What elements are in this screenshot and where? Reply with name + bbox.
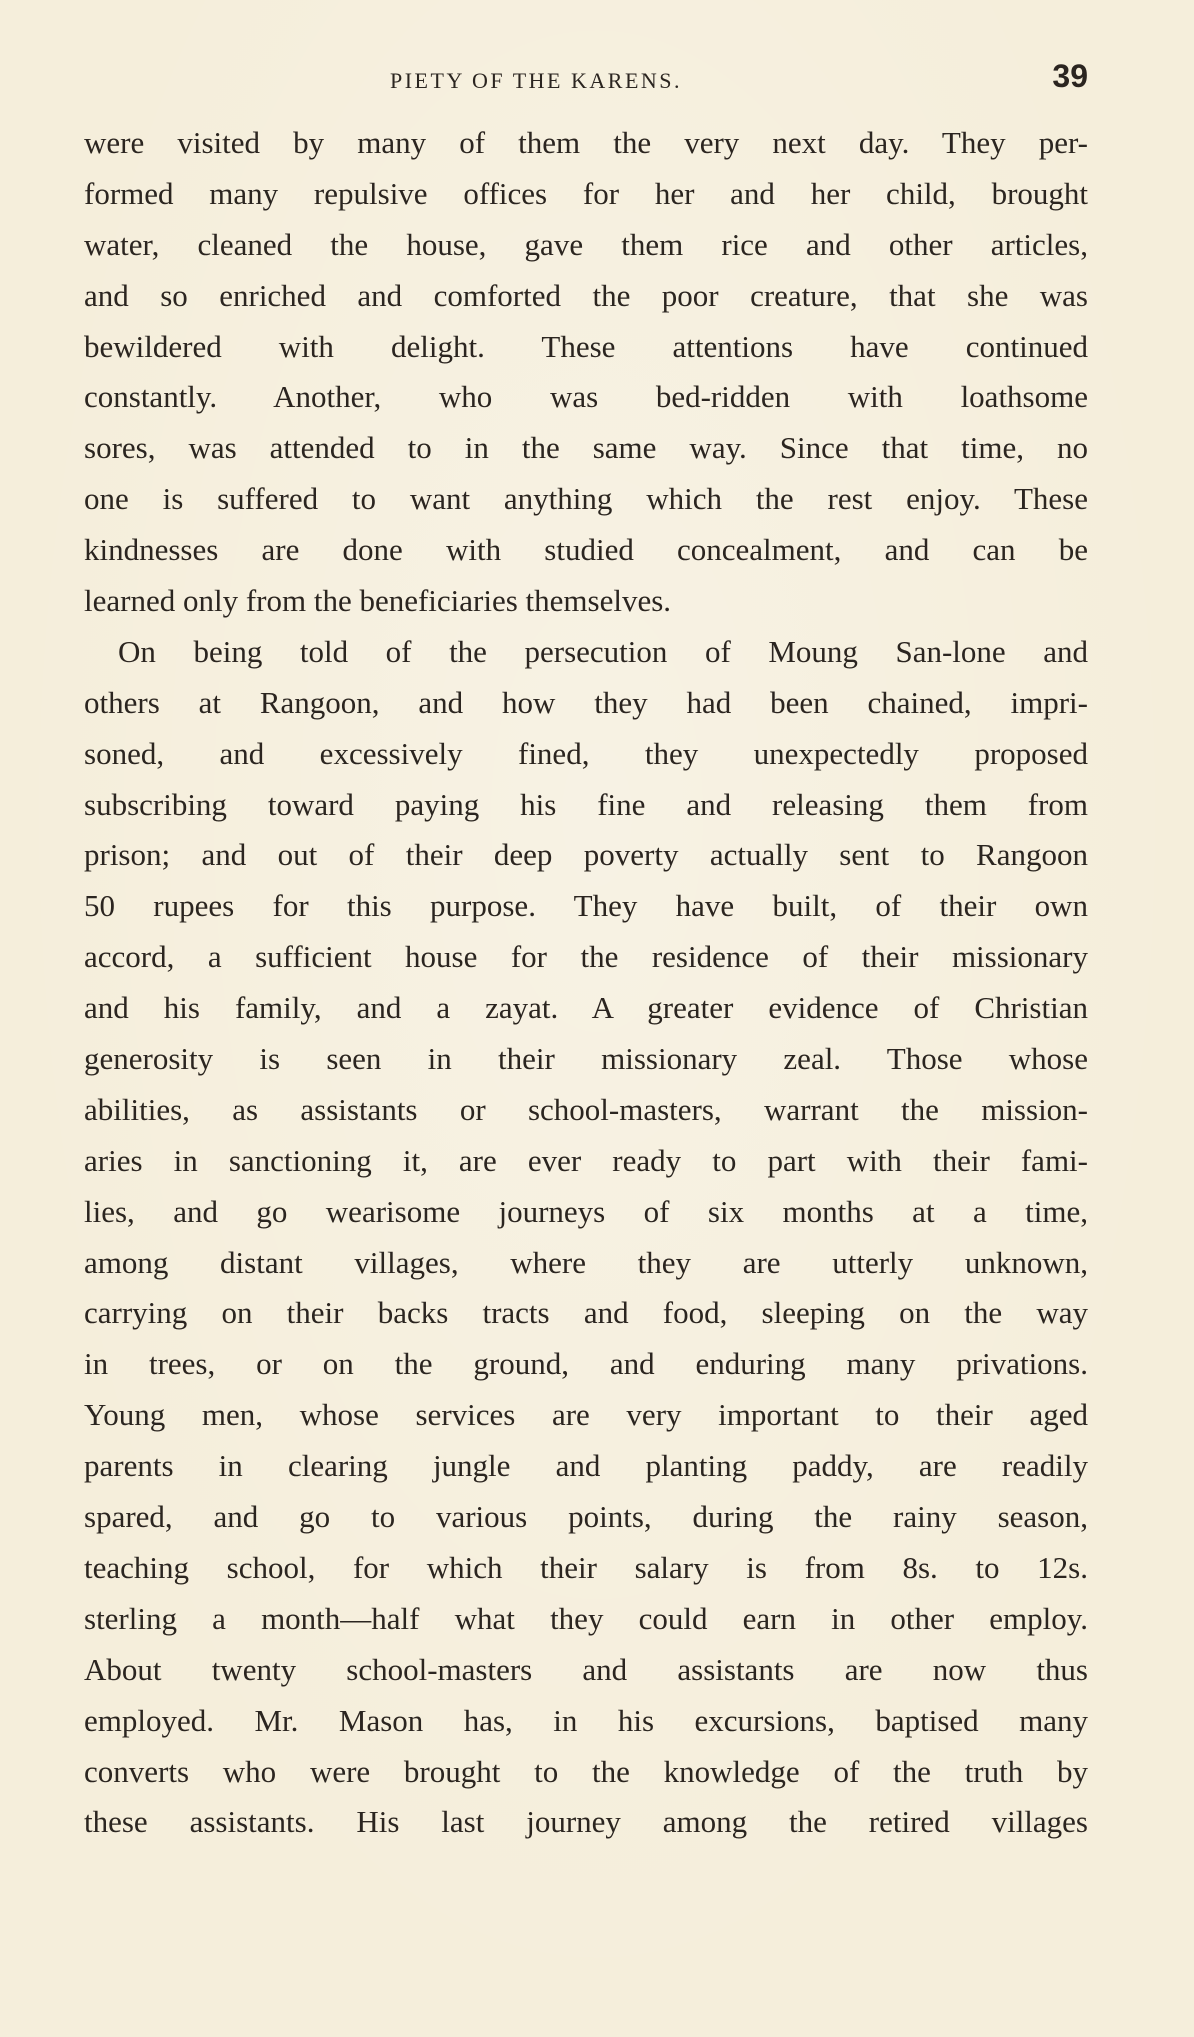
text-line: among distant villages, where they are utterly unknown, [84,1244,1088,1280]
text-line: employed. Mr. Mason has, in his excursions, baptised many [84,1702,1088,1738]
paragraph-first-line: On being told of the persecution of Moung San-lone and [118,633,1088,669]
text-line: aries in sanctioning it, are ever ready to part with their fami- [84,1142,1088,1178]
text-line: teaching school, for which their salary is from 8s. to 12s. [84,1549,1088,1585]
text-line: constantly. Another, who was bed-ridden with loathsome [84,379,1088,415]
text-line: and so enriched and comforted the poor creature, that she was [84,277,1088,313]
text-line: others at Rangoon, and how they had been chained, impri- [84,684,1088,720]
text-line: one is suffered to want anything which the rest enjoy. These [84,481,1088,517]
text-line: lies, and go wearisome journeys of six months at a time, [84,1193,1088,1229]
running-head [84,58,1088,102]
text-line: prison; and out of their deep poverty actually sent to Rangoon [84,837,1088,873]
page-number: 39 [1052,58,1088,94]
body-text [84,118,1088,1848]
text-line: parents in clearing jungle and planting paddy, are readily [84,1448,1088,1484]
text-line: kindnesses are done with studied concealment, and can be [84,532,1088,568]
text-line: spared, and go to various points, during the rainy season, [84,1499,1088,1535]
text-line: sterling a month—half what they could earn in other employ. [84,1600,1088,1636]
text-line: carrying on their backs tracts and food, sleeping on the way [84,1295,1088,1331]
text-line: abilities, as assistants or school-masters, warrant the mission- [84,1091,1088,1127]
text-line: subscribing toward paying his fine and releasing them from [84,786,1088,822]
running-head-title: PIETY OF THE KARENS. [390,68,683,93]
text-line: sores, was attended to in the same way. Since that time, no [84,430,1088,466]
text-line: bewildered with delight. These attentions have continued [84,328,1088,364]
text-line: Young men, whose services are very important to their aged [84,1397,1088,1433]
text-line: converts who were brought to the knowledge of the truth by [84,1753,1088,1789]
text-line: learned only from the beneficiaries themselves. [84,583,672,619]
text-line: generosity is seen in their missionary zeal. Those whose [84,1041,1088,1077]
text-line: 50 rupees for this purpose. They have built, of their own [84,888,1088,924]
text-line: formed many repulsive offices for her and her child, brought [84,175,1088,211]
text-line: these assistants. His last journey among the retired villages [84,1804,1088,1840]
text-line: water, cleaned the house, gave them rice and other articles, [84,226,1088,262]
text-line: were visited by many of them the very next day. They per- [84,125,1088,160]
text-line: soned, and excessively fined, they unexpectedly proposed [84,735,1088,771]
text-line: and his family, and a zayat. A greater evidence of Christian [84,990,1088,1026]
text-line: About twenty school-masters and assistants are now thus [84,1651,1088,1687]
text-line: in trees, or on the ground, and enduring many privations. [84,1346,1088,1382]
text-line: accord, a sufficient house for the residence of their missionary [84,939,1088,975]
